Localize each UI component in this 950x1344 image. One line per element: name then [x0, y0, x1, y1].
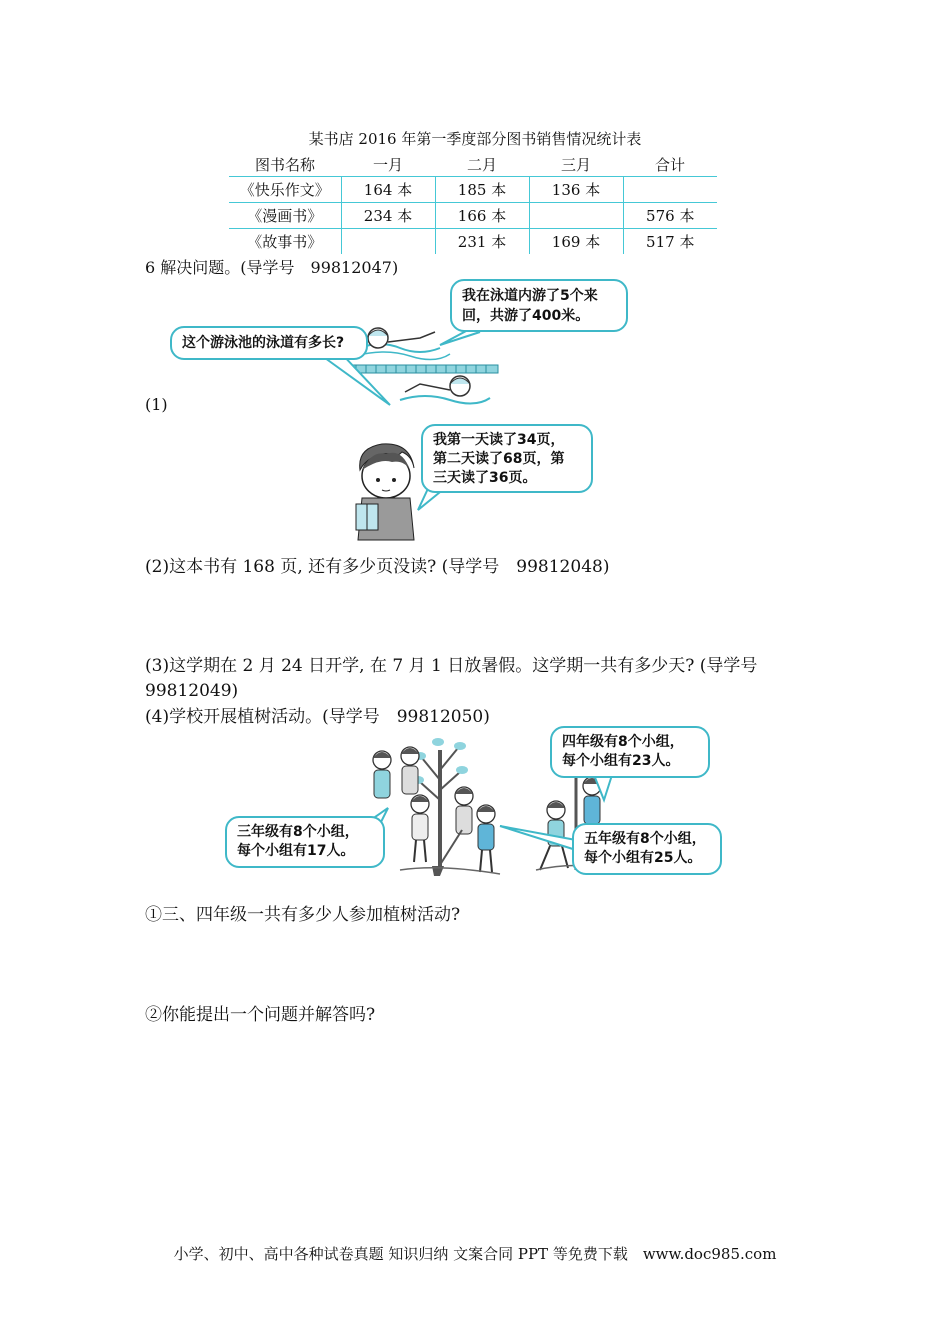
table-cell: 231 本 — [435, 229, 529, 255]
sub-question: ①三、四年级一共有多少人参加植树活动? — [145, 905, 461, 925]
grade3-speech-bubble — [225, 816, 385, 868]
table-cell: 166 本 — [435, 203, 529, 229]
question-text: (2)这本书有 168 页, 还有多少页没读? (导学号 99812048) — [145, 557, 610, 577]
question-text: (4)学校开展植树活动。(导学号 99812050) — [145, 707, 490, 727]
bubble-text: 三天读了36页。 — [433, 470, 537, 486]
table-header: 三月 — [529, 152, 623, 177]
table-cell: 185 本 — [435, 177, 529, 203]
bubble-text: 每个小组有25人。 — [584, 850, 702, 866]
bubble-text: 我在泳道内游了5个来 — [462, 288, 598, 304]
table-cell: 517 本 — [623, 229, 717, 255]
grade5-speech-bubble — [572, 823, 722, 875]
bubble-text: 每个小组有17人。 — [237, 843, 355, 859]
bubble-text: 回，共游了400米。 — [462, 308, 590, 324]
table-cell: 576 本 — [623, 203, 717, 229]
question-heading: 6 解决问题。(导学号 99812047) — [145, 258, 399, 277]
table-header: 二月 — [435, 152, 529, 177]
bubble-text: 五年级有8个小组， — [584, 831, 706, 847]
table-cell: 169 本 — [529, 229, 623, 255]
table-header: 合计 — [623, 152, 717, 177]
table-title: 某书店 2016 年第一季度部分图书销售情况统计表 — [308, 130, 642, 148]
table-cell: 《故事书》 — [229, 229, 341, 255]
grade4-speech-bubble — [550, 726, 710, 778]
bubble-text: 第二天读了68页，第 — [433, 451, 565, 467]
question-text: 99812049) — [145, 681, 239, 701]
table-cell: 《快乐作文》 — [229, 177, 341, 203]
bubble-text: 三年级有8个小组， — [237, 824, 359, 840]
bubble-text: 我第一天读了34页， — [433, 432, 565, 448]
table-cell: 164 本 — [341, 177, 435, 203]
table-header: 一月 — [341, 152, 435, 177]
page-footer: 小学、初中、高中各种试卷真题 知识归纳 文案合同 PPT 等免费下载 www.doc985.com — [173, 1245, 777, 1263]
part-label: (1) — [145, 395, 168, 414]
bubble-text: 这个游泳池的泳道有多长? — [182, 335, 345, 351]
question-text: (3)这学期在 2 月 24 日开学, 在 7 月 1 日放暑假。这学期一共有多少天? (导学号 — [145, 656, 758, 676]
bubble-text: 每个小组有23人。 — [562, 753, 680, 769]
table-cell: 234 本 — [341, 203, 435, 229]
table-cell: 《漫画书》 — [229, 203, 341, 229]
bubble-text: 四年级有8个小组， — [562, 734, 684, 750]
table-cell: 136 本 — [529, 177, 623, 203]
table-header: 图书名称 — [229, 152, 341, 177]
sub-question: ②你能提出一个问题并解答吗? — [145, 1005, 376, 1025]
